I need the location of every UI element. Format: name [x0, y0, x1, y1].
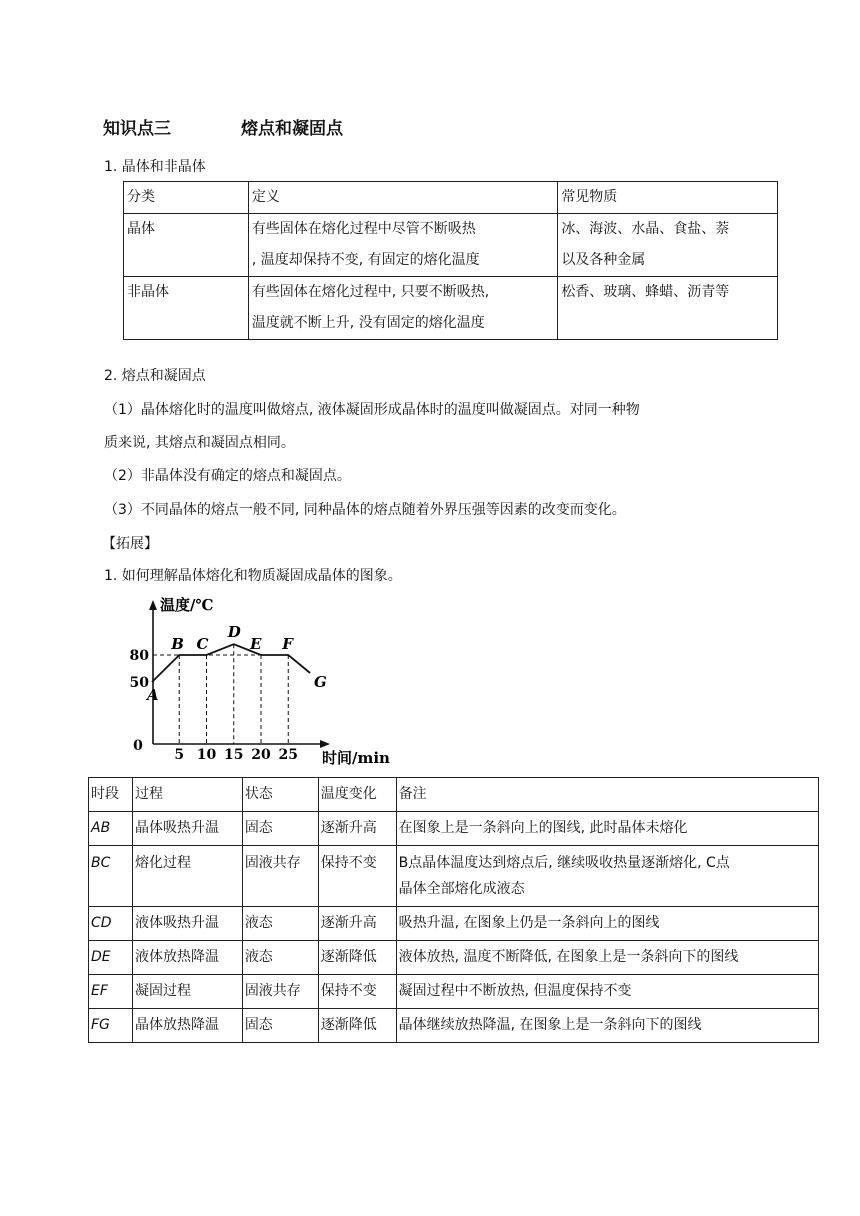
process-cell: 液体放热降温 — [132, 941, 242, 975]
table-row — [89, 975, 819, 1009]
table-row — [89, 941, 819, 975]
y-axis-arrow — [149, 600, 157, 610]
header-cell: 备注 — [396, 778, 818, 812]
table-row — [89, 907, 819, 941]
note-cell — [396, 846, 818, 907]
temperature-cell: 保持不变 — [318, 975, 396, 1009]
table-header-row — [89, 778, 819, 812]
examples-cell — [558, 277, 778, 340]
table-row — [124, 214, 778, 277]
table-header-row — [124, 182, 778, 214]
examples-line: 冰、海波、水晶、食盐、萘 — [561, 221, 730, 237]
state-cell: 固液共存 — [242, 975, 318, 1009]
x-tick-label: 15 — [224, 747, 244, 763]
table-row — [89, 812, 819, 846]
state-cell: 固态 — [242, 1009, 318, 1043]
x-tick-label: 5 — [174, 747, 185, 763]
header-cell: 时段 — [89, 778, 133, 812]
process-cell: 凝固过程 — [132, 975, 242, 1009]
heading-title: 熔点和凝固点 — [241, 119, 343, 139]
point-label-G: G — [314, 673, 327, 691]
process-cell: 晶体吸热升温 — [132, 812, 242, 846]
section-heading — [103, 114, 343, 139]
y-tick-label: 50 — [129, 675, 149, 691]
process-cell: 晶体放热降温 — [132, 1009, 242, 1043]
table-row — [89, 846, 819, 907]
temperature-cell: 逐渐降低 — [318, 1009, 396, 1043]
examples-line: 松香、玻璃、蜂蜡、沥青等 — [561, 284, 730, 300]
origin-label: 0 — [133, 738, 143, 754]
temperature-cell: 保持不变 — [318, 846, 396, 907]
note-cell: 凝固过程中不断放热, 但温度保持不变 — [396, 975, 818, 1009]
paragraph-line: （1）晶体熔化时的温度叫做熔点, 液体凝固形成晶体时的温度叫做凝固点。对同一种物 — [104, 402, 640, 418]
state-cell: 固态 — [242, 812, 318, 846]
x-tick-label: 10 — [196, 747, 217, 763]
extension-title: 【拓展】 — [102, 536, 158, 552]
definition-cell — [248, 277, 558, 340]
header-cell: 分类 — [124, 182, 249, 214]
paragraph-line: 质来说, 其熔点和凝固点相同。 — [104, 435, 295, 451]
x-tick-label: 20 — [251, 747, 271, 763]
header-cell: 状态 — [242, 778, 318, 812]
state-cell: 固液共存 — [242, 846, 318, 907]
note-line: B点晶体温度达到熔点后, 继续吸收热量逐渐熔化, C点 — [398, 855, 730, 871]
heading-label: 知识点三 — [103, 119, 171, 139]
note-line: 晶体全部熔化成液态 — [398, 881, 525, 897]
paragraph-line: （3）不同晶体的熔点一般不同, 同种晶体的熔点随着外界压强等因素的改变而变化。 — [104, 502, 626, 518]
table-row — [89, 1009, 819, 1043]
paragraph-line: （2）非晶体没有确定的熔点和凝固点。 — [104, 468, 351, 484]
extension-question: 1. 如何理解晶体熔化和物质凝固成晶体的图象。 — [104, 568, 402, 584]
temperature-cell: 逐渐降低 — [318, 941, 396, 975]
x-axis-arrow — [320, 740, 330, 748]
x-axis-label: 时间/min — [322, 749, 390, 767]
definition-line: 温度就不断上升, 没有固定的熔化温度 — [251, 315, 485, 331]
point-label-C: C — [196, 635, 209, 653]
segment-cell: EF — [89, 975, 133, 1009]
table-row — [124, 277, 778, 340]
subsection-title-2: 2. 熔点和凝固点 — [104, 368, 206, 384]
header-cell: 定义 — [248, 182, 558, 214]
point-label-A: A — [147, 686, 159, 704]
point-label-B: B — [171, 635, 184, 653]
header-cell: 过程 — [132, 778, 242, 812]
definition-line: , 温度却保持不变, 有固定的熔化温度 — [251, 252, 480, 268]
process-cell: 熔化过程 — [132, 846, 242, 907]
type-cell: 晶体 — [124, 214, 249, 277]
segment-cell: CD — [89, 907, 133, 941]
temperature-cell: 逐渐升高 — [318, 907, 396, 941]
segment-cell: DE — [89, 941, 133, 975]
point-label-E: E — [250, 635, 262, 653]
y-tick-label: 80 — [129, 648, 149, 664]
y-axis-label: 温度/℃ — [160, 596, 214, 614]
state-cell: 液态 — [242, 907, 318, 941]
examples-cell — [558, 214, 778, 277]
segment-cell: FG — [89, 1009, 133, 1043]
note-cell: 吸热升温, 在图象上仍是一条斜向上的图线 — [396, 907, 818, 941]
segment-cell: BC — [89, 846, 133, 907]
process-cell: 液体吸热升温 — [132, 907, 242, 941]
crystal-table — [123, 181, 778, 340]
point-label-D: D — [227, 623, 241, 642]
point-label-F: F — [282, 635, 293, 653]
x-tick-label: 25 — [278, 747, 298, 763]
note-cell: 在图象上是一条斜向上的图线, 此时晶体未熔化 — [396, 812, 818, 846]
state-cell: 液态 — [242, 941, 318, 975]
temperature-series-line — [152, 644, 310, 682]
subsection-title-1: 1. 晶体和非晶体 — [104, 159, 206, 175]
definition-line: 有些固体在熔化过程中, 只要不断吸热, — [251, 284, 490, 300]
header-cell: 常见物质 — [558, 182, 778, 214]
phase-table — [88, 777, 819, 1043]
definition-cell — [248, 214, 558, 277]
definition-line: 有些固体在熔化过程中尽管不断吸热 — [251, 221, 476, 237]
type-cell: 非晶体 — [124, 277, 249, 340]
header-cell: 温度变化 — [318, 778, 396, 812]
temperature-cell: 逐渐升高 — [318, 812, 396, 846]
segment-cell: AB — [89, 812, 133, 846]
note-cell: 液体放热, 温度不断降低, 在图象上是一条斜向下的图线 — [396, 941, 818, 975]
note-cell: 晶体继续放热降温, 在图象上是一条斜向下的图线 — [396, 1009, 818, 1043]
examples-line: 以及各种金属 — [561, 252, 646, 268]
